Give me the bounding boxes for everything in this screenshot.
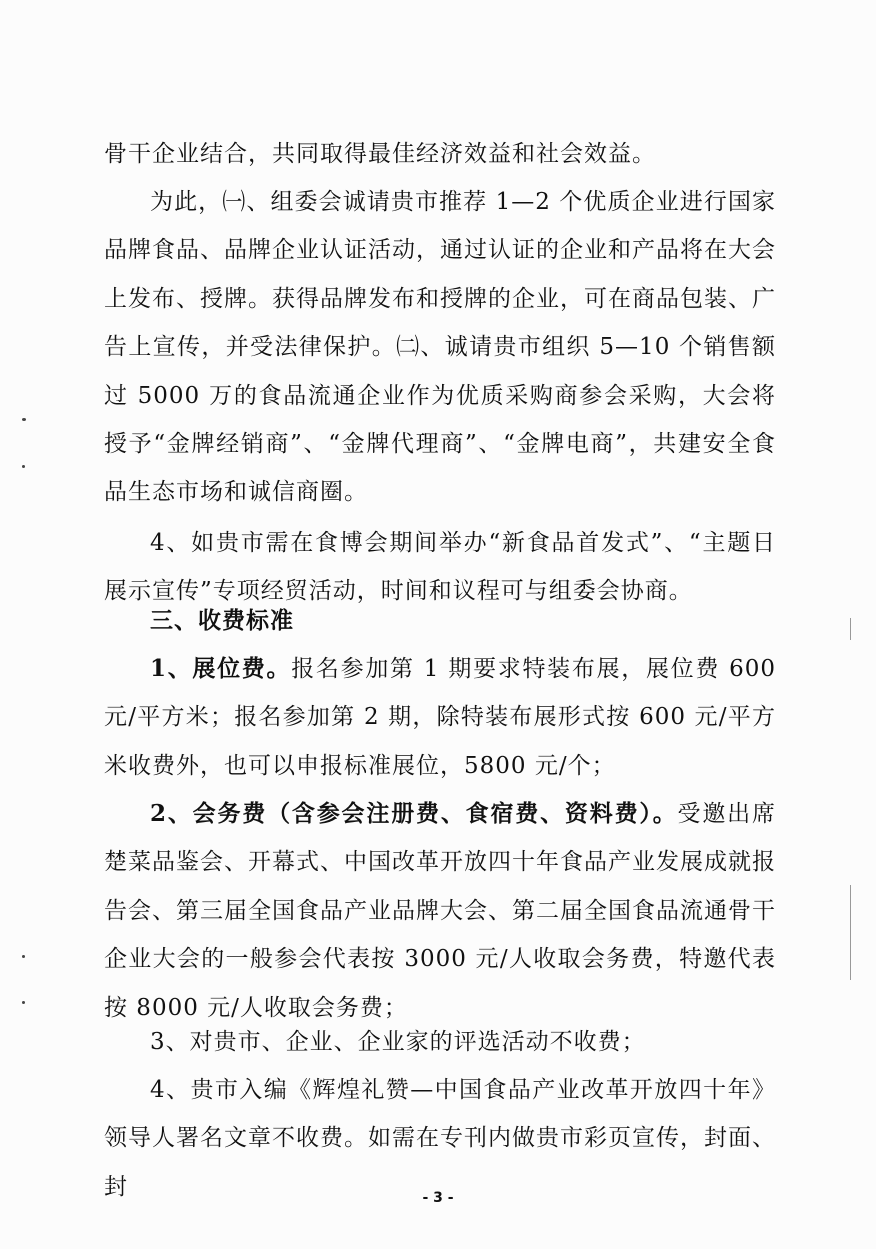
scan-edge-mark <box>850 618 851 640</box>
paragraph-lead: 1、展位费。 <box>150 655 292 682</box>
paragraph-text: 为此，㈠、组委会诚请贵市推荐 1—2 个优质企业进行国家品牌食品、品牌企业认证活动，通过认证的企业和产品将在大会上发布、授牌。获得品牌发布和授牌的企业，可在商品包装、广告上宣传，并受法律保护。㈡、诚请贵市组织 5—10 个销售额过 5000 万的食品流通企业作为优质采购商参会采购，大会将授予“金牌经销商”、“金牌代理商”、“金牌电商”，共建安全食品生态市场和诚信商圈。 <box>104 189 776 506</box>
paragraph-text: 报名参加第 1 期要求特装布展，展位费 600 元/平方米；报名参加第 2 期，除特装布展形式按 600 元/平方米收费外，也可以申报标准展位，5800 元/个； <box>104 656 776 779</box>
scan-speck <box>22 418 26 421</box>
scan-speck <box>22 1001 25 1004</box>
page-number: - 3 - <box>422 1190 454 1206</box>
paragraph-conference-fee <box>104 790 776 1032</box>
paragraph-continuation <box>104 130 776 178</box>
scan-speck <box>22 465 25 468</box>
heading-text: 三、收费标准 <box>150 607 294 634</box>
section-heading-fees <box>150 597 294 645</box>
scan-edge-mark <box>850 885 851 980</box>
paragraph-text: 4、如贵市需在食博会期间举办“新食品首发式”、“主题日展示宣传”专项经贸活动，时间和议程可与组委会协商。 <box>104 530 776 605</box>
paragraph-text: 骨干企业结合，共同取得最佳经济效益和社会效益。 <box>104 141 656 167</box>
paragraph-recommendation <box>104 178 776 517</box>
paragraph-item-3-free <box>104 1018 776 1066</box>
scan-speck <box>22 955 25 958</box>
paragraph-booth-fee <box>104 645 776 790</box>
paragraph-text: 4、贵市入编《辉煌礼赞—中国食品产业改革开放四十年》领导人署名文章不收费。如需在专刊内做贵市彩页宣传，封面、封 <box>104 1077 776 1200</box>
paragraph-lead: 2、会务费（含参会注册费、食宿费、资料费）。 <box>150 800 678 827</box>
paragraph-text: 3、对贵市、企业、企业家的评选活动不收费； <box>150 1029 646 1055</box>
paragraph-text: 受邀出席楚菜品鉴会、开幕式、中国改革开放四十年食品产业发展成就报告会、第三届全国食品产业品牌大会、第二届全国食品流通骨干企业大会的一般参会代表按 3000 元/人收取会务费，特邀代表按 8000 元/人收取会务费； <box>104 801 776 1021</box>
